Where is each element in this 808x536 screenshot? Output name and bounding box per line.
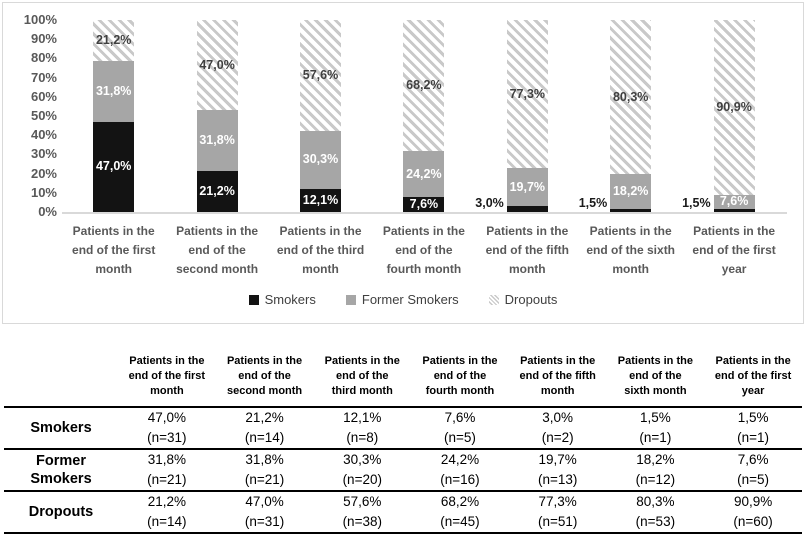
chart-panel: [2, 2, 804, 324]
cell-n-value: (n=14): [244, 430, 285, 445]
cell-percent-value: 77,3%: [538, 494, 577, 509]
y-axis-tick-label: 60%: [30, 88, 57, 104]
bar-data-label: 7,6%: [719, 194, 749, 209]
table-cell: [607, 407, 705, 449]
table-cell: [118, 407, 216, 449]
bar-data-label: 12,1%: [302, 192, 339, 207]
legend-label: Dropouts: [504, 292, 558, 307]
table-col-header-line: end of the: [335, 369, 389, 382]
cell-percent-value: 12,1%: [343, 410, 382, 425]
table-col-header-line: Patients in the: [520, 354, 596, 367]
bar-data-label: 19,7%: [509, 179, 546, 194]
table-header-row: [4, 346, 802, 407]
cell-percent-value: 24,2%: [440, 452, 480, 467]
cell-percent-value: 19,7%: [538, 452, 577, 467]
table-col-header-line: end of the: [433, 369, 487, 382]
table-row-header: [4, 407, 118, 449]
table-cell: [411, 449, 509, 491]
table-col-header-line: Patients in the: [129, 354, 205, 367]
bar-segment-smokers: [507, 206, 548, 212]
table-cell: [118, 491, 216, 533]
legend-item-former-smokers: [346, 292, 459, 307]
x-axis-category-label: [681, 222, 787, 279]
x-axis-category-label-line: end of the: [188, 243, 246, 257]
x-axis-category-label-line: month: [302, 262, 339, 276]
cell-n-value: (n=21): [244, 472, 285, 487]
x-axis-category-label-line: Patients in the: [486, 224, 569, 238]
cell-n-value: (n=20): [342, 472, 382, 487]
table-col-header-line: month: [540, 384, 575, 397]
x-axis-category-label: [164, 222, 270, 279]
x-axis-category-label: [578, 222, 684, 279]
legend-label: Former Smokers: [361, 292, 459, 307]
x-axis-category-label-line: end of the fifth: [485, 243, 569, 257]
bar-segment-smokers: [714, 209, 755, 212]
legend-item-smokers: [249, 292, 316, 307]
cell-percent-value: 68,2%: [440, 494, 480, 509]
x-axis-category-label-line: Patients in the: [382, 224, 465, 238]
bar-data-label: 90,9%: [716, 99, 752, 114]
legend-swatch-dropouts-icon: [489, 295, 499, 305]
table-col-header-line: end of the first: [128, 369, 206, 382]
bar-data-label: 47,0%: [95, 159, 132, 174]
cell-n-value: (n=2): [541, 430, 574, 445]
table-col-header-line: Patients in the: [324, 354, 400, 367]
cell-n-value: (n=60): [733, 514, 773, 529]
cell-n-value: (n=31): [244, 514, 285, 529]
table-col-header-line: month: [150, 384, 184, 397]
x-axis-category-label: [474, 222, 580, 279]
legend-swatch-smokers-icon: [249, 295, 259, 305]
table-col-header-line: year: [741, 384, 765, 397]
x-axis-category-label-line: second month: [176, 262, 259, 276]
x-axis-category-label-line: Patients in the: [693, 224, 776, 238]
legend-label: Smokers: [264, 292, 316, 307]
bar-data-label: 30,3%: [302, 152, 339, 167]
bar-data-label: 7,6%: [409, 197, 439, 212]
bar-data-label: 31,8%: [199, 133, 235, 148]
table-row-header-line: Smokers: [30, 471, 92, 487]
x-axis-category-label-line: month: [612, 262, 650, 276]
cell-n-value: (n=1): [737, 430, 770, 445]
table-col-header-line: end of the: [238, 369, 291, 382]
table-cell: [509, 449, 607, 491]
table-cell: [216, 449, 314, 491]
cell-percent-value: 90,9%: [733, 494, 773, 509]
x-axis-category-label-line: end of the third: [276, 243, 365, 257]
table-cell: [607, 449, 705, 491]
x-axis-category-label-line: end of the: [395, 243, 453, 257]
table-row-header-line: Dropouts: [28, 504, 94, 520]
legend-swatch-former-smokers-icon: [346, 295, 356, 305]
y-axis-tick-label: 50%: [30, 108, 57, 123]
cell-n-value: (n=1): [639, 430, 672, 445]
table-cell: [704, 407, 802, 449]
table-col-header-line: Patients in the: [422, 354, 498, 367]
table-row-header: [4, 491, 118, 533]
table-col-header: [118, 346, 216, 407]
y-axis-tick-label: 40%: [30, 127, 57, 143]
y-axis-tick-label: 100%: [23, 12, 57, 27]
bar-data-label: 31,8%: [95, 83, 132, 98]
table-col-header-line: end of the first: [714, 369, 792, 382]
cell-n-value: (n=12): [635, 472, 676, 487]
bar-data-label-outside: 1,5%: [682, 196, 711, 210]
cell-percent-value: 80,3%: [636, 494, 675, 509]
bar-segment-smokers: [610, 209, 651, 212]
cell-n-value: (n=53): [635, 514, 676, 529]
x-axis-category-label-line: Patients in the: [176, 224, 259, 238]
cell-n-value: (n=45): [440, 514, 480, 529]
x-axis-category-label-line: month: [95, 262, 133, 276]
bar-data-label: 18,2%: [612, 184, 649, 199]
table-col-header: [411, 346, 509, 407]
table-col-header-line: second month: [226, 384, 303, 397]
bar-data-label: 77,3%: [509, 86, 546, 101]
table-col-header: [313, 346, 411, 407]
bar-data-label-outside: 1,5%: [578, 196, 608, 210]
table-cell: [607, 491, 705, 533]
table-row-smokers: [4, 407, 802, 449]
cell-percent-value: 7,6%: [737, 452, 769, 467]
x-axis-category-label-line: month: [508, 262, 546, 276]
bar-data-label: 80,3%: [612, 89, 649, 104]
table-cell: [313, 491, 411, 533]
table-col-header-line: Patients in the: [617, 354, 693, 367]
cell-percent-value: 31,8%: [147, 452, 186, 467]
cell-percent-value: 57,6%: [343, 494, 382, 509]
cell-percent-value: 1,5%: [639, 410, 671, 425]
cell-n-value: (n=8): [346, 430, 379, 445]
x-axis-category-label: [371, 222, 477, 279]
bar-data-label: 68,2%: [406, 77, 442, 92]
x-axis-category-label-line: end of the first: [72, 243, 156, 257]
y-axis-tick-label: 30%: [30, 146, 57, 162]
cell-percent-value: 47,0%: [147, 410, 186, 425]
table-row-header-line: Smokers: [30, 420, 92, 436]
y-axis-tick-label: 0%: [38, 204, 57, 219]
table-col-header-line: sixth month: [624, 384, 687, 397]
bar-data-label-outside: 3,0%: [475, 196, 504, 210]
cell-percent-value: 31,8%: [245, 452, 284, 467]
y-axis-tick-label: 20%: [30, 165, 57, 181]
y-axis-tick-label: 10%: [30, 184, 57, 200]
x-axis-category-label-line: year: [721, 262, 747, 276]
cell-percent-value: 47,0%: [245, 494, 284, 509]
cell-percent-value: 18,2%: [636, 452, 675, 467]
table-cell: [313, 449, 411, 491]
x-axis-category-label-line: end of the sixth: [586, 243, 676, 257]
cell-percent-value: 7,6%: [444, 410, 476, 425]
cell-percent-value: 30,3%: [343, 452, 382, 467]
table-col-header: [607, 346, 705, 407]
table-cell: [509, 491, 607, 533]
x-axis-category-label: [268, 222, 374, 279]
legend-item-dropouts: [489, 292, 558, 307]
table-cell: [313, 407, 411, 449]
table-row-former-smokers: [4, 449, 802, 491]
y-axis-tick-label: 90%: [30, 31, 57, 47]
cell-n-value: (n=31): [147, 430, 187, 445]
table-cell: [509, 407, 607, 449]
x-axis-category-label-line: fourth month: [386, 262, 462, 276]
table-col-header: [509, 346, 607, 407]
cell-n-value: (n=13): [537, 472, 578, 487]
y-axis-tick-label: 70%: [30, 69, 57, 85]
cell-n-value: (n=51): [537, 514, 578, 529]
bar-data-label: 47,0%: [199, 57, 235, 72]
cell-n-value: (n=16): [440, 472, 480, 487]
table-col-header-line: Patients in the: [226, 354, 303, 367]
table-cell: [411, 491, 509, 533]
table-corner-cell: [4, 346, 118, 407]
cell-n-value: (n=38): [342, 514, 382, 529]
table-col-header: [704, 346, 802, 407]
bar-data-label: 21,2%: [95, 32, 132, 47]
table-col-header-line: end of the: [629, 369, 682, 382]
table-cell: [704, 491, 802, 533]
x-axis-line: [62, 212, 787, 214]
table-col-header-line: third month: [331, 384, 393, 397]
cell-n-value: (n=14): [147, 514, 187, 529]
table-col-header-line: end of the fifth: [519, 369, 596, 382]
table-row-dropouts: [4, 491, 802, 533]
table-row-header: [4, 449, 118, 491]
cell-n-value: (n=21): [147, 472, 187, 487]
summary-table-wrap: [4, 346, 802, 534]
x-axis-category-label-line: Patients in the: [279, 224, 362, 238]
cell-percent-value: 3,0%: [542, 410, 574, 425]
table-row-header-line: Former: [36, 453, 86, 469]
cell-n-value: (n=5): [737, 472, 770, 487]
bar-data-label: 24,2%: [406, 166, 442, 181]
cell-percent-value: 1,5%: [737, 410, 769, 425]
chart-legend: [3, 292, 803, 307]
x-axis-category-label-line: Patients in the: [589, 224, 672, 238]
x-axis-category-label-line: Patients in the: [72, 224, 155, 238]
cell-percent-value: 21,2%: [147, 494, 186, 509]
bar-data-label: 57,6%: [302, 67, 339, 82]
table-cell: [704, 449, 802, 491]
table-col-header: [216, 346, 314, 407]
table-col-header-line: Patients in the: [715, 354, 791, 367]
bar-data-label: 21,2%: [199, 184, 235, 199]
summary-table: [4, 346, 802, 534]
cell-percent-value: 21,2%: [245, 410, 284, 425]
table-col-header-line: fourth month: [425, 384, 495, 397]
table-cell: [411, 407, 509, 449]
x-axis-category-label: [61, 222, 167, 279]
table-cell: [118, 449, 216, 491]
cell-n-value: (n=5): [444, 430, 476, 445]
x-axis-category-label-line: end of the first: [692, 243, 776, 257]
y-axis-tick-label: 80%: [30, 50, 57, 66]
table-cell: [216, 407, 314, 449]
table-cell: [216, 491, 314, 533]
